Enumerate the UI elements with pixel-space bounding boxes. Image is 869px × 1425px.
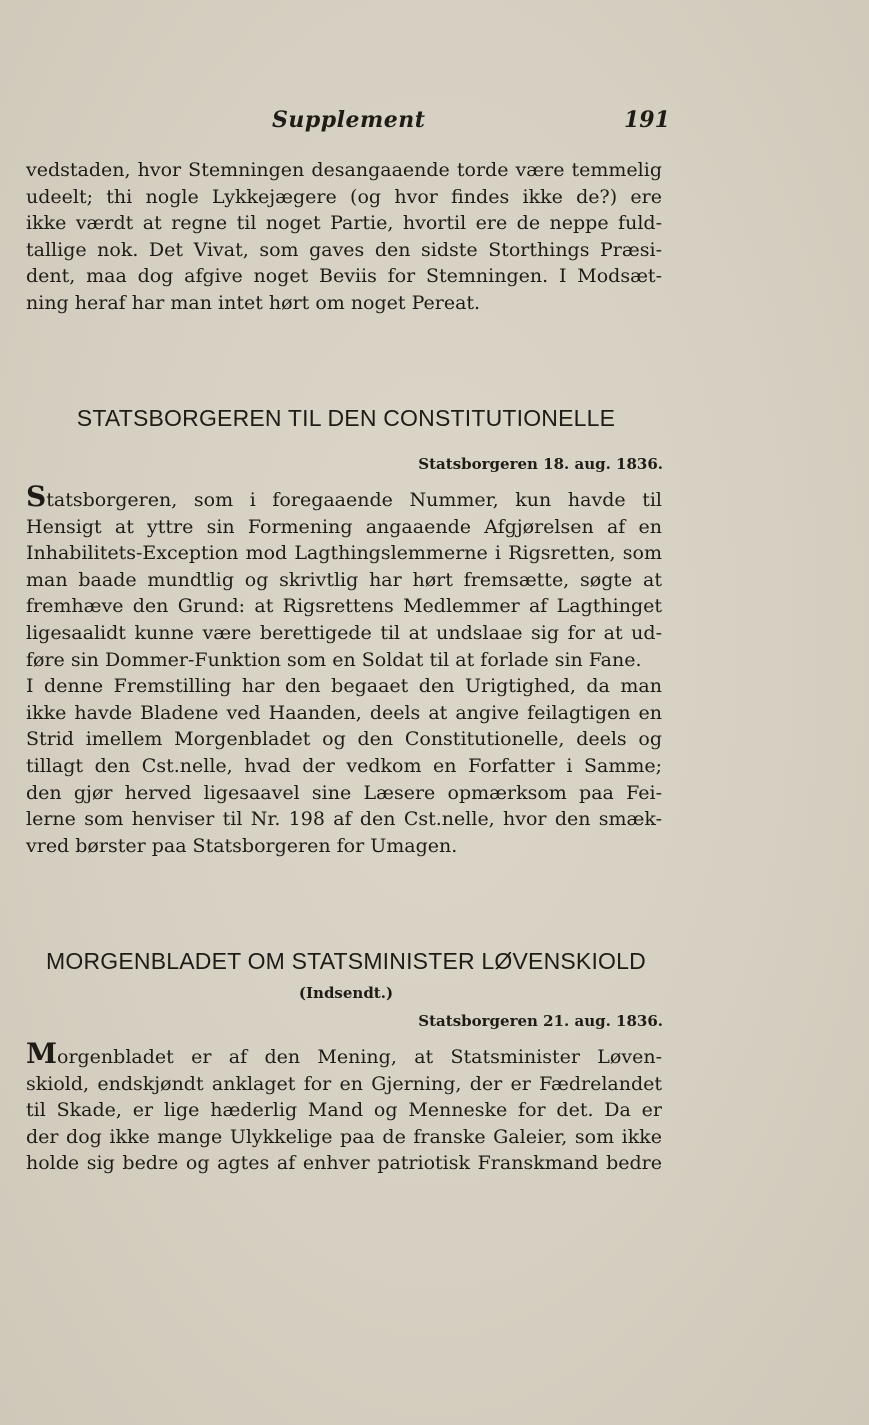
text-line: skiold, endskjøndt anklaget for en Gjerning, der er Fædrelandet	[26, 1072, 662, 1095]
section-paragraph	[26, 1037, 662, 1177]
text-line: ligesaalidt kunne være berettigede til at undslaae sig for at ud-	[26, 621, 662, 644]
text-line: Strid imellem Morgenbladet og den Constitutionelle, deels og	[26, 728, 662, 751]
text-line: I denne Fremstilling har den begaaet den Urigtighed, da man	[26, 675, 662, 698]
text-line: fremhæve den Grund: at Rigsrettens Medlemmer af Lagthinget	[26, 595, 662, 618]
running-head	[0, 107, 869, 139]
text-line: ning heraf har man intet hørt om noget Pereat.	[26, 291, 481, 314]
first-line	[26, 1037, 662, 1071]
text-line: man baade mundtlig og skrivtlig har hørt fremsætte, søgte at	[26, 568, 662, 591]
source-citation: Statsborgeren 18. aug. 1836.	[418, 455, 663, 473]
text-line: tillagt den Cst.nelle, hvad der vedkom en Forfatter i Samme;	[26, 754, 662, 777]
text-line: vedstaden, hvor Stemningen desangaaende torde være temmelig	[26, 159, 662, 181]
text-line: holde sig bedre og agtes af enhver patriotisk Franskmand bedre	[26, 1152, 662, 1175]
section-subheading: (Indsendt.)	[298, 984, 394, 1002]
text-line: tallige nok. Det Vivat, som gaves den sidste Storthings Præsi-	[26, 238, 662, 261]
first-line	[26, 480, 662, 514]
page-number: 191	[624, 107, 670, 133]
section-paragraph	[26, 480, 662, 859]
first-line-text: tatsborgeren, som i foregaaende Nummer, kun havde til	[46, 489, 662, 511]
text-line: lerne som henviser til Nr. 198 af den Cst.nelle, hvor den smæk-	[26, 808, 662, 831]
text-line: Inhabilitets-Exception mod Lagthingslemmerne i Rigsretten, som	[26, 542, 662, 565]
text-line: den gjør herved ligesaavel sine Læsere opmærksom paa Fei-	[26, 781, 662, 804]
text-line: udeelt; thi nogle Lykkejægere (og hvor findes ikke de?) ere	[26, 185, 662, 208]
text-line: ikke havde Bladene ved Haanden, deels at angive feilagtigen en	[26, 701, 662, 724]
section-heading: STATSBORGEREN TIL DEN CONSTITUTIONELLE	[76, 405, 616, 431]
text-line: ikke værdt at regne til noget Partie, hvortil ere de neppe fuld-	[26, 212, 662, 235]
first-line-text: orgenbladet er af den Mening, at Statsminister Løven-	[57, 1046, 662, 1068]
section-heading: MORGENBLADET OM STATSMINISTER LØVENSKIOLD	[46, 948, 646, 974]
text-line: dent, maa dog afgive noget Beviis for Stemningen. I Modsæt-	[26, 265, 662, 288]
source-citation: Statsborgeren 21. aug. 1836.	[418, 1012, 663, 1030]
running-title: Supplement	[272, 107, 426, 133]
intro-paragraph	[26, 157, 662, 317]
initial-letter: M	[26, 1037, 57, 1070]
text-line: der dog ikke mange Ulykkelige paa de franske Galeier, som ikke	[26, 1125, 662, 1148]
text-line: Hensigt at yttre sin Formening angaaende Afgjørelsen af en	[26, 515, 662, 538]
initial-letter: S	[26, 480, 47, 513]
text-line: vred børster paa Statsborgeren for Umagen.	[26, 834, 458, 857]
text-line: føre sin Dommer-Funktion som en Soldat til at forlade sin Fane.	[26, 648, 642, 671]
text-line: til Skade, er lige hæderlig Mand og Menneske for det. Da er	[26, 1099, 662, 1122]
